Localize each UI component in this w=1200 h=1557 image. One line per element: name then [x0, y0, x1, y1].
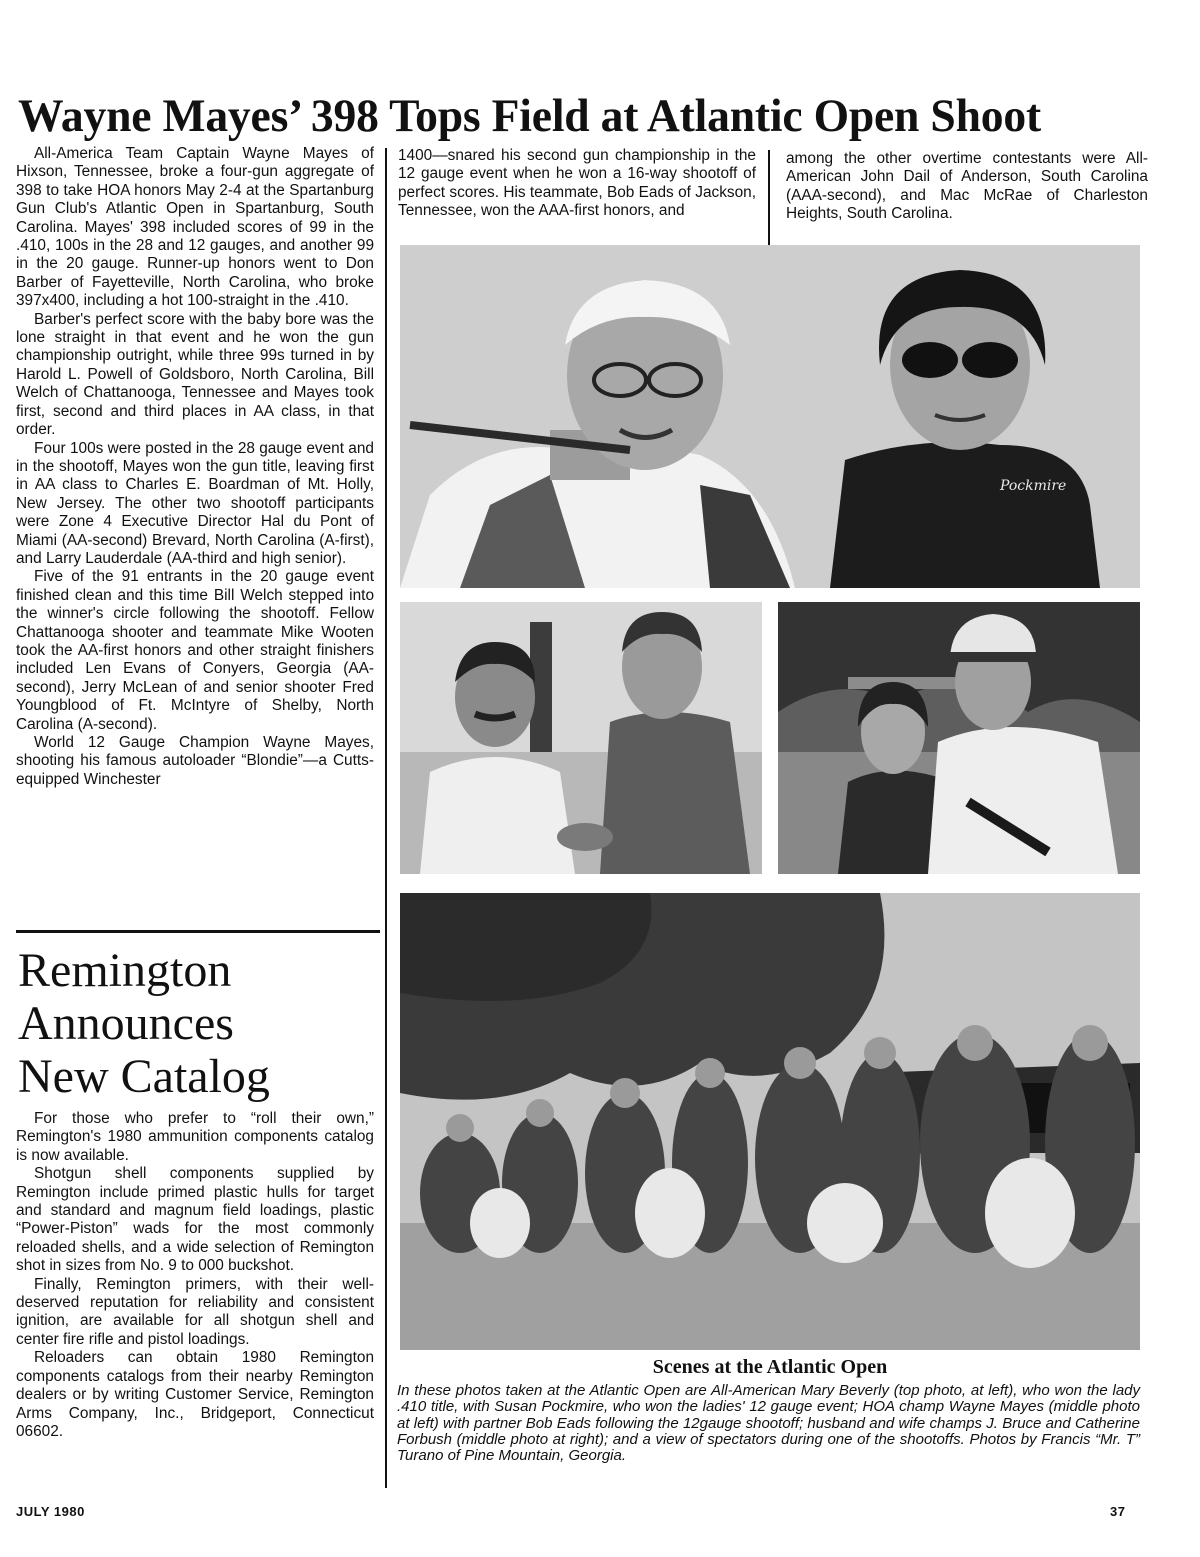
- footer-page-number: 37: [1110, 1504, 1126, 1519]
- article-column-3: [786, 150, 1148, 224]
- remington-headline: [18, 944, 378, 1103]
- article-paragraph: Four 100s were posted in the 28 gauge event and in the shootoff, Mayes won the gun title, leaving first in AA class to Charles E. Boardman of Mt. Holly, New Jersey. The other two shootoff participants were Zone 4 Executive Director Hal du Pont of Miami (AA-second) Brevard, North Carolina (A-first), and Larry Lauderdale (AA-third and high senior).: [16, 439, 374, 567]
- photo-wayne-mayes-bob-eads: [400, 602, 762, 874]
- photo-mary-beverly-susan-pockmire: [400, 245, 1140, 588]
- article-paragraph: Shotgun shell components supplied by Remington include primed plastic hulls for target and standard and magnum field loadings, plastic “Power-Piston” wads for the most commonly reloaded shells, and a wide selection of Remington shot in sizes from No. 9 to 000 buckshot.: [16, 1165, 374, 1275]
- remington-article: [16, 1110, 374, 1485]
- article-paragraph: Barber's perfect score with the baby bore was the lone straight in that event and he won the gun championship outright, while three 99s turned in by Harold L. Powell of Goldsboro, North Carolina, Bill Welch of Chattanooga, Tennessee and Mayes took first, second and third places in AA class, in that order.: [16, 310, 374, 439]
- article-paragraph: World 12 Gauge Champion Wayne Mayes, shooting his famous autoloader “Blondie”—a Cutts-equipped Winchester: [16, 734, 374, 788]
- article-paragraph: 1400—snared his second gun championship in the 12 gauge event when he won a 16-way shootoff of perfect scores. His teammate, Bob Eads of Jackson, Tennessee, won the AAA-first honors, and: [398, 147, 756, 220]
- headline: Wayne Mayes’ 398 Tops Field at Atlantic Open Shoot: [18, 90, 1041, 142]
- remington-headline-line: Announces: [18, 997, 234, 1050]
- caption-body: In these photos taken at the Atlantic Open are All-American Mary Beverly (top photo, at left), who won the lady .410 title, with Susan Pockmire, who won the ladies' 12 gauge event; HOA champ Wayne Mayes (middle photo at left) with partner Bob Eads following the 12gauge shootoff; husband and wife champs J. Bruce and Catherine Forbush (middle photo at right); and a view of spectators during one of the shootoffs. Photos by Francis “Mr. T” Turano of Pine Mountain, Georgia.: [397, 1382, 1140, 1465]
- photo-spectators: [400, 893, 1140, 1350]
- article-paragraph: All-America Team Captain Wayne Mayes of Hixson, Tennessee, broke a four-gun aggregate of 398 to take HOA honors May 2-4 at the Spartanburg Gun Club's Atlantic Open in Spartanburg, South Carolina. Mayes' 398 included scores of 99 in the .410, 100s in the 28 and 12 gauges, and another 99 in the 20 gauge. Runner-up honors went to Don Barber of Fayetteville, North Carolina, who broke 397x400, including a hot 100-straight in the .410.: [16, 145, 374, 310]
- article-paragraph: Reloaders can obtain 1980 Remington components catalogs from their nearby Remington dealers or by writing Customer Service, Remington Arms Company, Inc., Bridgeport, Connecticut 06602.: [16, 1349, 374, 1440]
- article-paragraph: Finally, Remington primers, with their well-deserved reputation for reliability and consistent ignition, are available for all shotgun shell and center fire rifle and pistol loadings.: [16, 1275, 374, 1348]
- article-paragraph: among the other overtime contestants were All-American John Dail of Anderson, South Carolina (AAA-second), and Mac McRae of Charleston Heights, South Carolina.: [786, 150, 1148, 223]
- remington-headline-line: New Catalog: [18, 1050, 270, 1103]
- column-divider: [385, 148, 387, 1488]
- article-column-2: [398, 147, 756, 221]
- footer-issue-date: JULY 1980: [16, 1504, 85, 1519]
- photo-bruce-catherine-forbush: [778, 602, 1140, 874]
- article-paragraph: Five of the 91 entrants in the 20 gauge event finished clean and this time Bill Welch stepped into the winner's circle following the shootoff. Fellow Chattanooga shooter and teammate Mike Wooten took the AA-first honors and other straight finishers included Len Evans of Conyers, Georgia (AA-second), Jerry McLean of and senior shooter Fred Youngblood of Ft. McIntyre of Shelby, North Carolina (A-second).: [16, 568, 374, 733]
- shirt-text: Pockmire: [1000, 478, 1067, 494]
- column-divider: [768, 150, 770, 245]
- article-paragraph: For those who prefer to “roll their own,” Remington's 1980 ammunition components catalog is now available.: [16, 1110, 374, 1164]
- section-divider: [16, 930, 380, 933]
- article-column-1: [16, 145, 374, 920]
- caption-title: Scenes at the Atlantic Open: [652, 1356, 888, 1378]
- remington-headline-line: Remington: [18, 944, 232, 997]
